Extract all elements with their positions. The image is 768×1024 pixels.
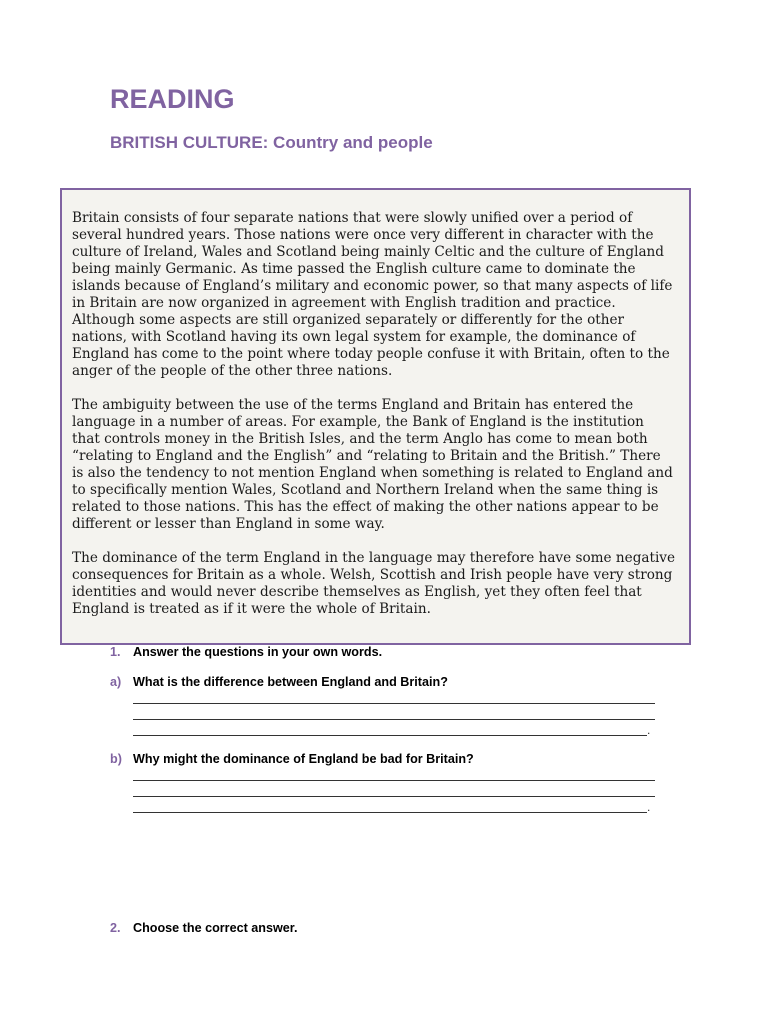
question-text: What is the difference between England and Britain? bbox=[133, 675, 448, 689]
question-b bbox=[110, 752, 474, 766]
reading-passage-box[interactable] bbox=[60, 188, 691, 645]
question-text: Answer the questions in your own words. bbox=[133, 645, 383, 659]
question-2 bbox=[110, 921, 297, 935]
page-title: READING bbox=[110, 84, 235, 114]
page-subtitle: BRITISH CULTURE: Country and people bbox=[110, 133, 433, 152]
answer-line[interactable] bbox=[133, 780, 655, 781]
reading-paragraph-1: Britain consists of four separate nations that were slowly unified over a period of several hundred years. Those nations were once very different in character with the culture of Ireland, Wales and Scotland being mainly Celtic and the culture of England being mainly Germanic. As time passed the English culture came to dominate the islands because of England’s military and economic power, so that many aspects of life in Britain are now organized in agreement with English tradition and practice. Although some aspects are still organized separately or differently for the other nations, with Scotland having its own legal system for example, the dominance of England has come to the point where today people confuse it with Britain, often to the anger of the people of the other three nations. bbox=[72, 210, 673, 379]
answer-line[interactable] bbox=[133, 812, 647, 813]
reading-passage bbox=[72, 210, 676, 635]
question-letter: a) bbox=[110, 675, 122, 689]
answer-line[interactable] bbox=[133, 703, 655, 704]
question-text: Why might the dominance of England be bad for Britain? bbox=[133, 752, 474, 766]
line-end-period: . bbox=[647, 800, 651, 814]
reading-paragraph-2: The ambiguity between the use of the terms England and Britain has entered the language in a number of areas. For example, the Bank of England is the institution that controls money in the British Isles, and the term Anglo has come to mean both “relating to England and the English” and “relating to Britain and the British.” There is also the tendency to not mention England when something is related to England and to specifically mention Wales, Scotland and Northern Ireland when the same thing is related to those nations. This has the effect of making the other nations appear to be different or lesser than England in some way. bbox=[72, 397, 673, 532]
question-text: Choose the correct answer. bbox=[133, 921, 298, 935]
question-letter: b) bbox=[110, 752, 122, 766]
question-number: 2. bbox=[110, 921, 121, 935]
question-number: 1. bbox=[110, 645, 121, 659]
answer-line[interactable] bbox=[133, 719, 655, 720]
answer-line[interactable] bbox=[133, 796, 655, 797]
answer-line[interactable] bbox=[133, 735, 647, 736]
line-end-period: . bbox=[647, 723, 651, 737]
question-1 bbox=[110, 645, 382, 659]
question-a bbox=[110, 675, 448, 689]
reading-paragraph-3: The dominance of the term England in the language may therefore have some negative consequences for Britain as a whole. Welsh, Scottish and Irish people have very strong identities and would never describe themselves as English, yet they often feel that England is treated as if it were the whole of Britain. bbox=[72, 550, 676, 617]
